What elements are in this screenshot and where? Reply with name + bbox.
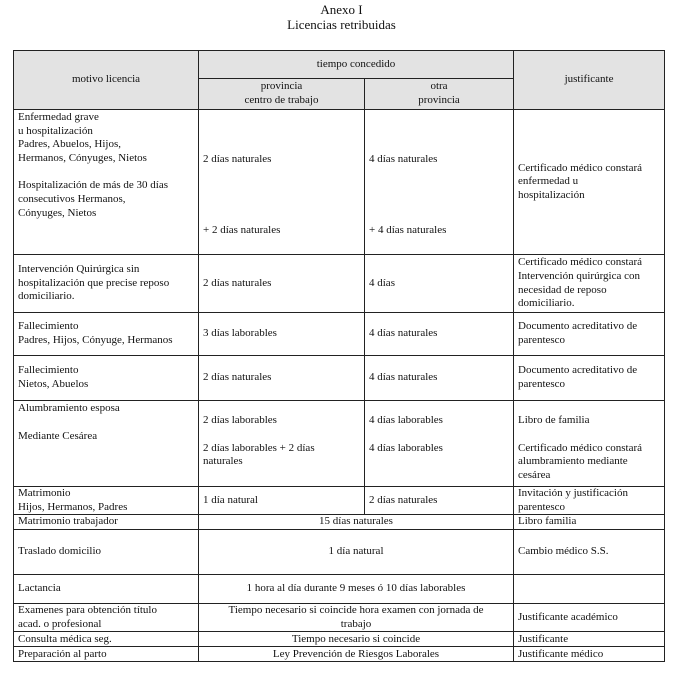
cell-motivo: Examenes para obtención título acad. o profesional [14,604,199,632]
cell-tiempo: 1 hora al día durante 9 meses ó 10 días laborables [199,575,514,604]
table-row [14,255,665,313]
page-title: Licencias retribuidas [287,17,396,32]
cell-justificante [514,575,665,604]
header-provincia: provincia centro de trabajo [199,79,365,110]
cell-motivo: Preparación al parto [14,647,199,662]
header-motivo: motivo licencia [14,51,199,110]
cell-motivo: Mediante Cesárea [18,429,98,442]
cell-provincia: 2 días laborables + 2 días naturales [203,441,315,468]
cell-motivo: Matrimonio trabajador [14,515,199,530]
cell-justificante: Certificado médico constará alumbramiento mediante cesárea [518,441,643,481]
cell-motivo: Consulta médica seg. [14,632,199,647]
licencias-table [13,50,665,662]
table-row [14,515,665,530]
cell-motivo: Fallecimiento Nietos, Abuelos [14,356,199,401]
cell-provincia: 3 días laborables [199,313,365,356]
cell-provincia: 2 días laborables [203,414,277,426]
table-row [14,647,665,662]
cell-justificante: Libro de familia [518,414,590,426]
cell-otra-provincia: 4 días [365,255,514,313]
cell-otra-provincia: 4 días naturales [365,313,514,356]
cell-otra-provincia: + 4 días naturales [369,223,447,236]
cell-justificante: Certificado médico constará Intervención quirúrgica con necesidad de reposo domiciliario. [514,255,665,313]
cell-provincia: 2 días naturales [199,255,365,313]
cell-provincia: 1 día natural [199,487,365,515]
cell-otra-provincia: 4 días laborables [369,414,443,426]
table-row [14,530,665,575]
cell-otra-provincia: 4 días naturales [369,153,438,165]
cell-justificante: Certificado médico constará enfermedad u hospitalización [514,110,665,255]
cell-provincia: + 2 días naturales [203,223,281,236]
table-row [14,575,665,604]
cell-justificante: Documento acreditativo de parentesco [514,313,665,356]
cell-tiempo: 15 días naturales [199,515,514,530]
table-row [14,632,665,647]
cell-motivo: Hospitalización de más de 30 días consecutivos Hermanos, Cónyuges, Nietos [18,179,168,219]
cell-justificante: Libro familia [514,515,665,530]
table-row [14,604,665,632]
cell-provincia: 2 días naturales [199,356,365,401]
cell-motivo: Traslado domicilio [14,530,199,575]
cell-tiempo: Ley Prevención de Riesgos Laborales [199,647,514,662]
cell-tiempo: Tiempo necesario si coincide hora examen con jornada de trabajo [199,604,514,632]
header-justificante: justificante [514,51,665,110]
cell-justificante: Documento acreditativo de parentesco [514,356,665,401]
cell-otra-provincia: 4 días naturales [365,356,514,401]
cell-justificante: Cambio médico S.S. [514,530,665,575]
cell-tiempo: Tiempo necesario si coincide [199,632,514,647]
cell-motivo: Matrimonio Hijos, Hermanos, Padres [14,487,199,515]
cell-otra-provincia: 4 días laborables [369,441,443,454]
table-row [14,313,665,356]
cell-justificante: Invitación y justificación parentesco [514,487,665,515]
annex-label: Anexo I [320,2,363,17]
cell-motivo: Lactancia [14,575,199,604]
header-otra-provincia: otra provincia [365,79,514,110]
cell-justificante: Justificante médico [514,647,665,662]
cell-justificante: Justificante académico [514,604,665,632]
header-tiempo: tiempo concedido [199,51,514,79]
table-row [14,356,665,401]
table-row [14,487,665,515]
cell-motivo: Alumbramiento esposa [18,402,120,414]
table-row [14,110,665,255]
table-row [14,401,665,487]
cell-provincia: 2 días naturales [203,153,272,165]
cell-otra-provincia: 2 días naturales [365,487,514,515]
cell-motivo: Enfermedad grave u hospitalización Padres, Abuelos, Hijos, Hermanos, Cónyuges, Nietos [18,111,147,164]
cell-justificante: Justificante [514,632,665,647]
cell-motivo: Intervención Quirúrgica sin hospitalización que precise reposo domiciliario. [14,255,199,313]
cell-motivo: Fallecimiento Padres, Hijos, Cónyuge, Hermanos [14,313,199,356]
cell-tiempo: 1 día natural [199,530,514,575]
